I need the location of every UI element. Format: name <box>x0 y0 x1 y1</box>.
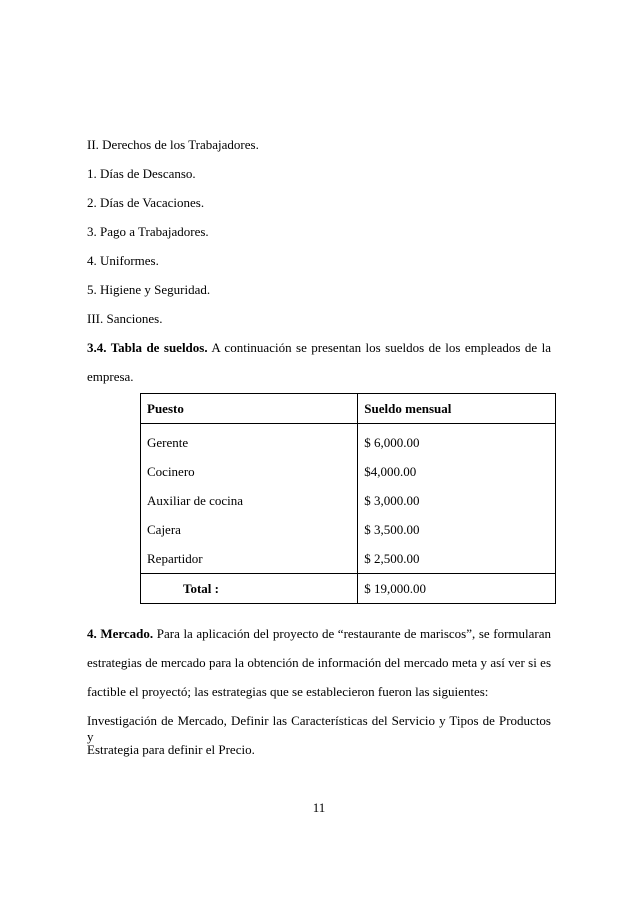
cell-position: Cajera <box>141 515 358 544</box>
paragraph-text: Estrategia para definir el Precio. <box>87 742 255 757</box>
table-row <box>141 486 556 515</box>
cell-salary: $4,000.00 <box>358 457 556 486</box>
paragraph-mercado <box>87 626 551 642</box>
section-heading-3-4: 3.4. Tabla de sueldos. <box>87 340 208 355</box>
cell-salary: $ 6,000.00 <box>358 424 556 458</box>
table-row <box>141 544 556 574</box>
section-heading-4: 4. Mercado. <box>87 626 154 641</box>
total-value: $ 19,000.00 <box>358 574 556 604</box>
cell-position: Cocinero <box>141 457 358 486</box>
table-header-row <box>141 394 556 424</box>
column-header-puesto: Puesto <box>141 394 358 424</box>
paragraph-text: estrategias de mercado para la obtención de información del mercado meta y así ver si es <box>87 655 551 670</box>
salary-table <box>140 393 556 604</box>
list-item: 5. Higiene y Seguridad. <box>87 282 211 297</box>
paragraph-text: empresa. <box>87 369 134 384</box>
paragraph-text: factible el proyectó; las estrategias que se establecieron fueron las siguientes: <box>87 684 489 699</box>
paragraph-text: Investigación de Mercado, Definir las Características del Servicio y Tipos de Productos y <box>87 713 551 744</box>
list-item: 4. Uniformes. <box>87 253 159 268</box>
cell-salary: $ 2,500.00 <box>358 544 556 574</box>
column-header-sueldo: Sueldo mensual <box>358 394 556 424</box>
total-label: Total : <box>141 574 358 604</box>
table-row <box>141 515 556 544</box>
cell-position: Gerente <box>141 424 358 458</box>
cell-position: Repartidor <box>141 544 358 574</box>
section-heading-ii: II. Derechos de los Trabajadores. <box>87 137 259 152</box>
table-row <box>141 424 556 458</box>
paragraph-text: Para la aplicación del proyecto de “restaurante de mariscos”, se formularan <box>153 626 552 641</box>
table-row <box>141 457 556 486</box>
page-number: 11 <box>312 800 326 815</box>
list-item: 1. Días de Descanso. <box>87 166 196 181</box>
cell-position: Auxiliar de cocina <box>141 486 358 515</box>
paragraph-tabla-sueldos <box>87 340 551 356</box>
table-total-row <box>141 574 556 604</box>
cell-salary: $ 3,000.00 <box>358 486 556 515</box>
cell-salary: $ 3,500.00 <box>358 515 556 544</box>
paragraph-text: A continuación se presentan los sueldos de los empleados de la <box>207 340 551 355</box>
list-item: 3. Pago a Trabajadores. <box>87 224 209 239</box>
section-heading-iii: III. Sanciones. <box>87 311 163 326</box>
list-item: 2. Días de Vacaciones. <box>87 195 205 210</box>
